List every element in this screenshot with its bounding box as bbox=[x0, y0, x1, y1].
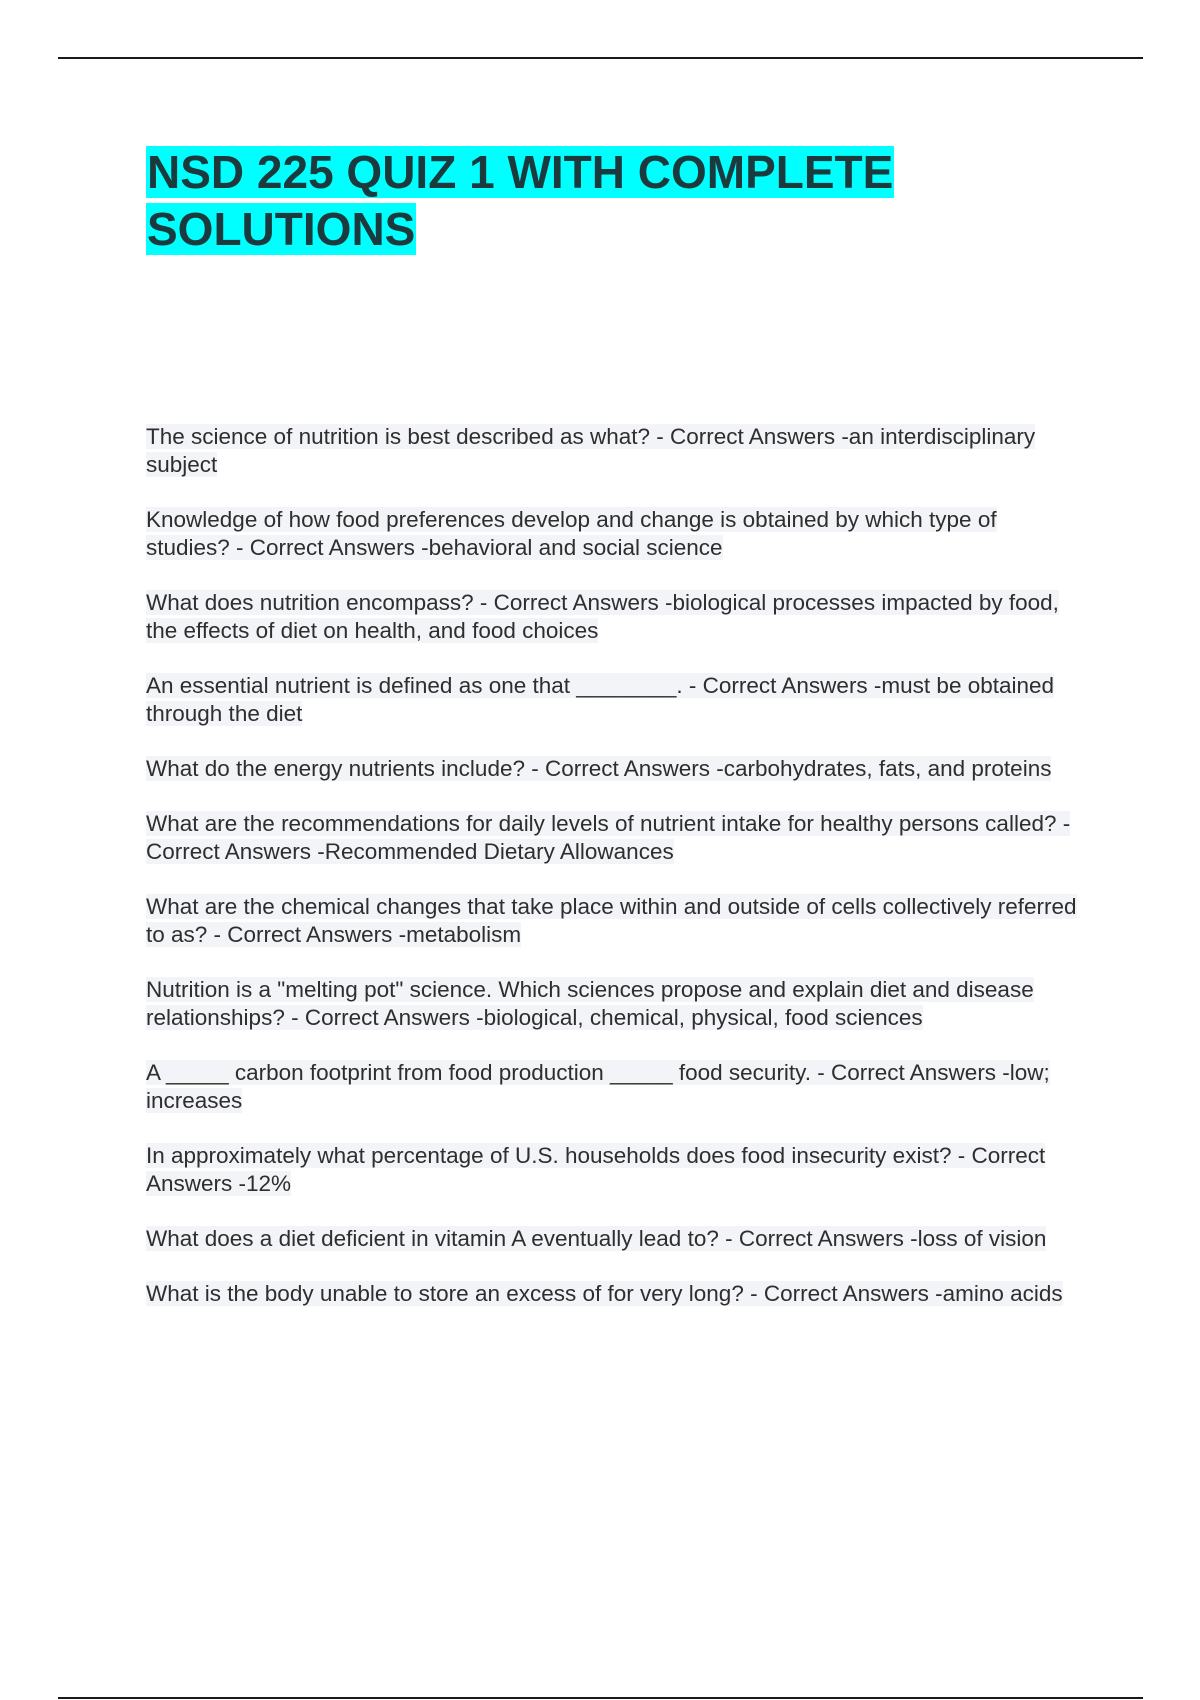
qa-item: What does a diet deficient in vitamin A eventually lead to? - Correct Answers -loss of vision bbox=[146, 1226, 1047, 1251]
qa-item: What does nutrition encompass? - Correct Answers -biological processes impacted by food, the effects of diet on health, and food choices bbox=[146, 590, 1059, 643]
qa-item: Nutrition is a "melting pot" science. Which sciences propose and explain diet and disease relationships? - Correct Answers -biological, chemical, physical, food sciences bbox=[146, 977, 1034, 1030]
qa-item: In approximately what percentage of U.S. households does food insecurity exist? - Correct Answers -12% bbox=[146, 1143, 1046, 1196]
qa-item: A _____ carbon footprint from food production _____ food security. - Correct Answers -low; increases bbox=[146, 1060, 1050, 1113]
qa-item: What are the recommendations for daily levels of nutrient intake for healthy persons called? - Correct Answers -Recommended Dietary Allowances bbox=[146, 811, 1071, 864]
qa-item: What do the energy nutrients include? - Correct Answers -carbohydrates, fats, and proteins bbox=[146, 756, 1052, 781]
qa-item: An essential nutrient is defined as one that ________. - Correct Answers -must be obtained through the diet bbox=[146, 673, 1055, 726]
document-title bbox=[146, 144, 1046, 258]
header-rule bbox=[58, 57, 1143, 59]
qa-item: The science of nutrition is best described as what? - Correct Answers -an interdisciplinary subject bbox=[146, 424, 1036, 477]
qa-item: Knowledge of how food preferences develop and change is obtained by which type of studies? - Correct Answers -behavioral and social science bbox=[146, 507, 997, 560]
qa-item: What are the chemical changes that take place within and outside of cells collectively referred to as? - Correct Answers -metabolism bbox=[146, 894, 1077, 947]
footer-rule bbox=[58, 1697, 1143, 1699]
title-block bbox=[146, 144, 1046, 258]
question-answer-list bbox=[146, 423, 1086, 1335]
document-title-text: NSD 225 QUIZ 1 WITH COMPLETE SOLUTIONS bbox=[147, 146, 894, 255]
qa-item: What is the body unable to store an excess of for very long? - Correct Answers -amino acids bbox=[146, 1281, 1063, 1306]
